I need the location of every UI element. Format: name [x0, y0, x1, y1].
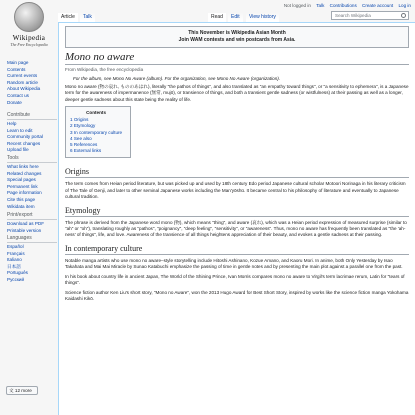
tab-article[interactable]: Article [58, 13, 78, 22]
origins-paragraph: The term comes from Heian period literature, but was picked up and used by 18th century Edo period Japanese cultural scholar Motoori Norinaga in his literary criticism of The Tale of Genji, and later to other seminal Japanese works including the Man'yōshū. It became central to his philosophy of literature and eventually to Japanese cultural tradition. [65, 181, 406, 200]
nav-special-pages[interactable]: Special pages [7, 177, 36, 183]
etymology-paragraph: The phrase is derived from the Japanese word mono (物), which means "thing", and aware (哀れ), which was a Heian period expression of measured surprise (similar to "ah" or "oh"), translating roughly as "pathos", "poignancy", "deep feeling", "sensitivity", or "awareness". Thus, mono no aware has frequently been translated as "the 'ah-ness' of things", life, and love. Awareness of the transience of all things heightens appreciation of their beauty, and evokes a gentle sadness at their passing. [65, 219, 407, 238]
nav-cite-this-page[interactable]: Cite this page [7, 196, 36, 202]
nav-about[interactable]: About Wikipedia [7, 86, 41, 92]
header [58, 0, 415, 22]
nav-current-events[interactable]: Current events [7, 73, 38, 79]
toc-item[interactable]: 5 References [70, 142, 98, 148]
search-input[interactable]: Search Wikipedia [331, 11, 409, 20]
logo-wordmark: Wikipedia [12, 34, 46, 42]
wikipedia-logo[interactable] [4, 2, 54, 58]
talk-link[interactable]: Talk [316, 3, 325, 8]
nav-download-pdf[interactable]: Download as PDF [7, 221, 45, 226]
search-icon[interactable] [401, 13, 406, 18]
lang-it[interactable]: Italiano [7, 257, 22, 263]
toc-item[interactable]: 1 Origins [70, 117, 89, 123]
lang-pt[interactable]: Português [7, 270, 28, 276]
nav-contribute-heading: Contribute [7, 112, 57, 120]
sidebar [0, 0, 58, 415]
nav-community-portal[interactable]: Community portal [7, 134, 43, 140]
nav-wikidata-item[interactable]: Wikidata item [7, 203, 35, 209]
heading-origins: Origins [65, 167, 409, 178]
page-subtitle: From Wikipedia, the free encyclopedia [65, 67, 144, 72]
nav-recent-changes[interactable]: Recent changes [7, 140, 41, 146]
not-logged-in: Not logged in [283, 3, 311, 8]
toc-item[interactable]: 3 In contemporary culture [70, 129, 123, 135]
personal-tools [280, 3, 411, 8]
tab-history[interactable]: View history [246, 13, 279, 22]
toc-item[interactable]: 2 Etymology [70, 123, 96, 129]
nav-what-links-here[interactable]: What links here [7, 164, 39, 169]
nav-page-information[interactable]: Page information [7, 190, 42, 196]
toc-title: Contents [86, 110, 106, 116]
nav-languages-heading: Languages [7, 235, 57, 243]
nav-languages [7, 235, 57, 284]
tab-read[interactable]: Read [208, 13, 226, 22]
nav-print-heading: Print/export [7, 212, 57, 220]
site-notice-banner[interactable] [65, 26, 409, 48]
nav-contribute [7, 112, 57, 154]
toc-item[interactable]: 6 External links [70, 148, 102, 154]
nav-upload-file[interactable]: Upload file [7, 147, 29, 153]
tab-edit[interactable]: Edit [228, 13, 243, 22]
lang-ru[interactable]: Русский [7, 276, 25, 282]
lang-es[interactable]: Español [7, 244, 24, 249]
page-title: Mono no aware [65, 51, 409, 65]
hatnote: For the album, see Mono No Aware (album). For the organization, see Mono No Aware (organization). [73, 76, 281, 81]
banner-line-2: Join WAM contests and win postcards from Asia. [178, 37, 296, 43]
contemporary-paragraph: Notable manga artists who use mono no aware–style storytelling include Hitoshi Ashinano, Kozue Amano, and Kaoru Mori. In anime, both Only Yesterday by Isao Takahata and Mai Mai Miracle by Sunao Katabuchi emphasize the passing of time in gentle notes and by presenting the main plot against a parallel one from the past. [65, 257, 403, 270]
nav-main [7, 60, 57, 106]
nav-printable-version[interactable]: Printable version [7, 227, 42, 233]
lang-ja[interactable]: 日本語 [7, 263, 21, 269]
nav-related-changes[interactable]: Related changes [7, 170, 42, 176]
contemporary-paragraph-3: Science fiction author Ken Liu's short story, "Mono no Aware", won the 2013 Hugo Award for Best Short Story, inspired by works like the science fiction manga Yokohama Kaidashi Kikō. [65, 289, 409, 301]
heading-contemporary: In contemporary culture [65, 244, 409, 255]
nav-donate[interactable]: Donate [7, 99, 22, 105]
lead-paragraph: Mono no aware (物の哀れ, もののあはれ), literally "the pathos of things", and also translated as "an empathy toward things", or "a sensitivity to ephemera", is a Japanese term for the awareness of impermanence (無常, mujō), or transience of things, and both a transient gentle sadness (or wistfulness) at their passing as well as a longer, deeper gentle sadness about this state being the reality of life. [65, 84, 409, 102]
more-languages-button[interactable] [6, 386, 38, 395]
globe-icon [14, 2, 44, 32]
translate-icon: 文 [9, 388, 14, 393]
nav-tools-heading: Tools [7, 155, 57, 163]
article-content [58, 22, 415, 415]
create-account-link[interactable]: Create account [362, 3, 394, 8]
contributions-link[interactable]: Contributions [329, 3, 357, 8]
nav-print [7, 212, 57, 234]
nav-tools [7, 155, 57, 210]
nav-help[interactable]: Help [7, 121, 17, 126]
log-in-link[interactable]: Log in [398, 3, 411, 8]
nav-random-article[interactable]: Random article [7, 79, 38, 85]
nav-learn-to-edit[interactable]: Learn to edit [7, 127, 33, 133]
nav-contact[interactable]: Contact us [7, 92, 29, 98]
logo-tagline: The Free Encyclopedia [10, 42, 48, 47]
table-of-contents [65, 106, 131, 158]
nav-contents[interactable]: Contents [7, 66, 26, 72]
nav-main-page[interactable]: Main page [7, 60, 29, 65]
nav-permanent-link[interactable]: Permanent link [7, 183, 38, 189]
lang-fr[interactable]: Français [7, 250, 25, 256]
banner-line-1: This November is Wikipedia Asian Month [188, 30, 286, 36]
toc-item[interactable]: 4 See also [70, 135, 92, 141]
tab-talk[interactable]: Talk [80, 13, 95, 22]
heading-etymology: Etymology [65, 206, 409, 217]
contemporary-paragraph-2: In his book about country life in ancient Japan, The World of the Shining Prince, Ivan Morris compares mono no aware to Virgil's term lacrimae rerum, Latin for "tears of things". [65, 273, 405, 286]
more-languages-label: 12 more [14, 388, 32, 393]
